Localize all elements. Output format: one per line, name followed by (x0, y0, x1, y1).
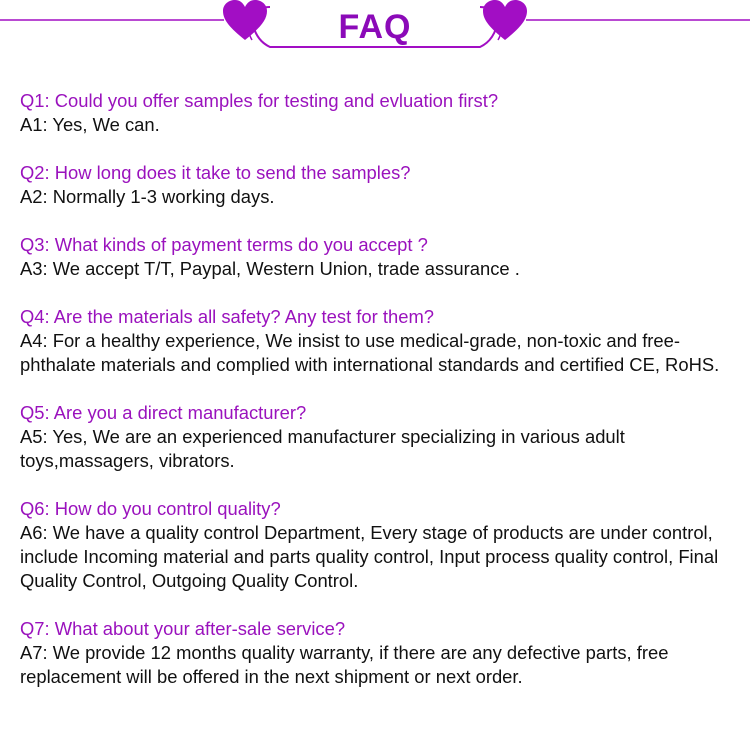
faq-question: Q7: What about your after-sale service? (20, 618, 346, 639)
faq-header (0, 0, 750, 60)
faq-list (20, 89, 740, 713)
faq-answer: A4: For a healthy experience, We insist to use medical-grade, non-toxic and free-phthalate materials and complied with international standards and certified CE, RoHS. (20, 330, 720, 375)
faq-item (20, 497, 740, 593)
faq-item (20, 401, 740, 473)
faq-question: Q5: Are you a direct manufacturer? (20, 402, 307, 423)
faq-answer: A3: We accept T/T, Paypal, Western Union, trade assurance . (20, 258, 520, 279)
faq-answer: A5: Yes, We are an experienced manufacturer specializing in various adult toys,massagers, vibrators. (20, 426, 625, 471)
faq-item (20, 89, 740, 137)
faq-item (20, 233, 740, 281)
faq-question: Q1: Could you offer samples for testing and evluation first? (20, 90, 499, 111)
faq-item (20, 161, 740, 209)
heart-icon (482, 0, 528, 42)
faq-question: Q6: How do you control quality? (20, 498, 281, 519)
faq-item (20, 305, 740, 377)
page-title: FAQ (338, 8, 412, 46)
faq-answer: A6: We have a quality control Department, Every stage of products are under control, include Incoming material and parts quality control, Input process quality control, Final Quality Control, Outgoing Quality Control. (20, 522, 719, 591)
faq-question: Q2: How long does it take to send the samples? (20, 162, 411, 183)
heart-icon (222, 0, 268, 42)
faq-answer: A1: Yes, We can. (20, 114, 160, 135)
faq-answer: A2: Normally 1-3 working days. (20, 186, 275, 207)
faq-question: Q4: Are the materials all safety? Any test for them? (20, 306, 434, 327)
faq-question: Q3: What kinds of payment terms do you accept ? (20, 234, 428, 255)
faq-item (20, 617, 740, 689)
faq-answer: A7: We provide 12 months quality warranty, if there are any defective parts, free replacement will be offered in the next shipment or next order. (20, 642, 669, 687)
